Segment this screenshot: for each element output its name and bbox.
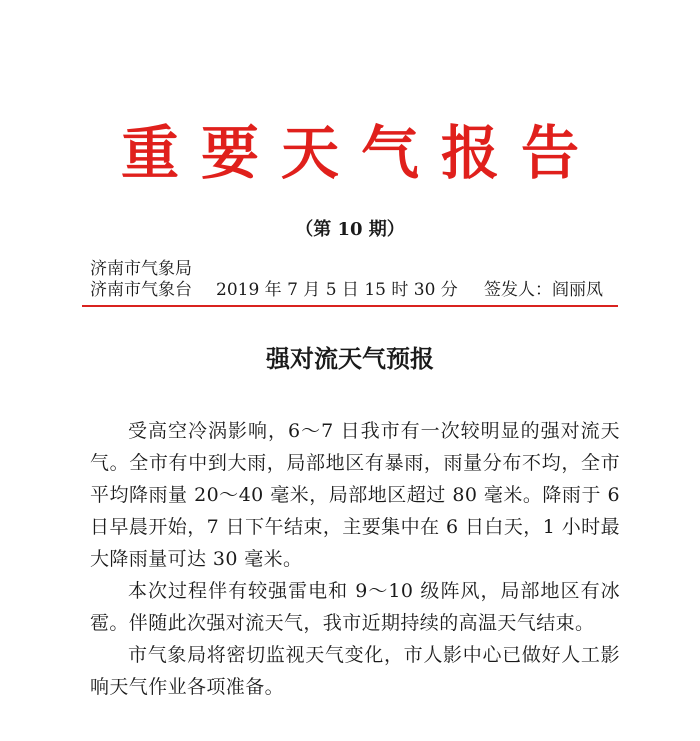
issuer-signature: 签发人：阎丽凤 <box>484 280 603 300</box>
report-headline: 重要天气报告 <box>120 119 601 187</box>
paragraph: 受高空冷涡影响，6～7 日我市有一次较明显的强对流天气。全市有中到大雨，局部地区有暴雨，雨量分布不均，全市平均降雨量 20～40 毫米，局部地区超过 80 毫米。降雨于 6 日早晨开始，7 日下午结束，主要集中在 6 日白天，1 小时最大降雨量可达 30 毫米。 <box>90 420 620 570</box>
document-body <box>90 415 620 703</box>
issue-datetime: 2019 年 7 月 5 日 15 时 30 分 <box>216 280 458 300</box>
issue-number: （第 10 期） <box>295 219 405 240</box>
issuing-bureau: 济南市气象局 <box>90 259 192 279</box>
paragraph: 本次过程伴有较强雷电和 9～10 级阵风，局部地区有冰雹。伴随此次强对流天气，我市近期持续的高温天气结束。 <box>90 580 620 634</box>
header-divider <box>82 305 618 307</box>
issuing-observatory: 济南市气象台 <box>90 280 192 300</box>
paragraph: 市气象局将密切监视天气变化，市人影中心已做好人工影响天气作业各项准备。 <box>90 644 620 698</box>
document-title: 强对流天气预报 <box>266 344 434 373</box>
